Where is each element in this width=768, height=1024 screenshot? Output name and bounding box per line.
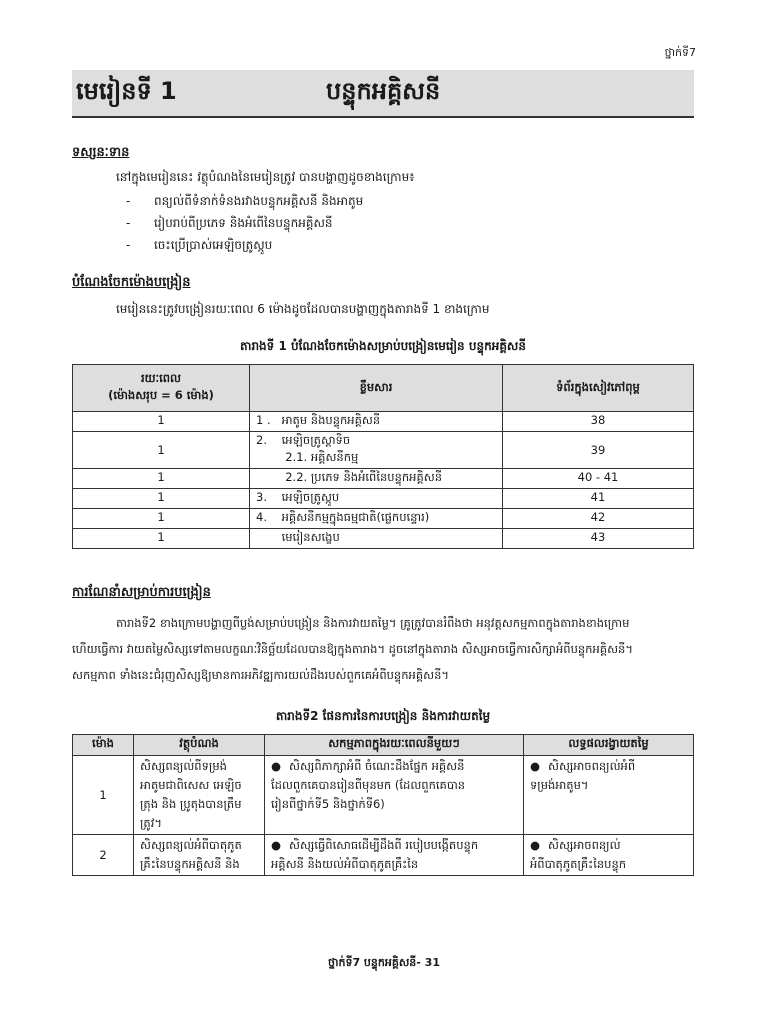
page-cell: 40 - 41: [503, 469, 694, 489]
page-cell: 38: [503, 412, 694, 432]
bullet-icon: ●: [530, 759, 541, 773]
lesson-title: បន្ទុកអគ្គិសនី: [326, 76, 441, 105]
table-row: [73, 509, 694, 529]
table2-caption: តារាងទី2 ផែនការនៃការបង្រៀន និងការវាយតម្លៃ: [275, 709, 491, 723]
objective-cell: សិស្សពន្យល់អំពីបាតុភូត គ្រឹះនៃបន្ទុកអគ្គិសនី និង: [134, 835, 265, 876]
column-header: លទ្ធផលរង្វាយតម្លៃ: [524, 735, 694, 756]
hours-cell: 1: [73, 529, 250, 549]
page-footer: ថ្នាក់ទី7 បន្ទុកអគ្គិសនី- 31: [328, 956, 440, 969]
content-cell: 2. អេឡិចត្រូស្តាទិច 2.1. អគ្គិសនីកម្ម: [250, 432, 503, 469]
objective-item: - ពន្យល់ពីទំនាក់ទំនងរវាងបន្ទុកអគ្គិសនី និងអាតូម: [126, 194, 364, 208]
time-intro: មេរៀននេះត្រូវបង្រៀនរយៈពេល 6 ម៉ោងដូចដែលបានបង្ហាញក្នុងតារាងទី 1 ខាងក្រោម: [116, 302, 490, 316]
hours-cell: 1: [73, 412, 250, 432]
hours-cell: 1: [73, 432, 250, 469]
table1-caption: តារាងទី 1 បំណែងចែកម៉ោងសម្រាប់បង្រៀនមេរៀន បន្ទុកអគ្គិសនី: [240, 339, 526, 353]
time-allocation-table: [72, 364, 694, 549]
grade-label: ថ្នាក់ទី7: [664, 46, 696, 59]
content-cell: 2.2. ប្រភេទ និងអំពើនៃបន្ទុកអគ្គិសនី: [250, 469, 503, 489]
table-row: [73, 432, 694, 469]
column-header: រយៈពេល (ម៉ោងសរុប = 6 ម៉ោង): [73, 365, 250, 412]
bullet-icon: ●: [271, 838, 282, 852]
assessment-cell: ● សិស្សអាចពន្យល់អំពី ទម្រង់អាតូម។: [524, 756, 694, 835]
column-header: ខ្លឹមសារ: [250, 365, 503, 412]
activity-cell: ● សិស្សធ្វើពិសោធដើម្បីដឹងពី របៀបបង្កើតបន្ទុក អគ្គិសនី និងយល់អំពីបាតុភូតគ្រឹះនៃ: [265, 835, 524, 876]
assessment-cell: ● សិស្សអាចពន្យល់ អំពីបាតុភូតគ្រឹះនៃបន្ទុក: [524, 835, 694, 876]
column-header: វត្ថុបំណង: [134, 735, 265, 756]
lesson-number: មេរៀនទី 1: [76, 76, 177, 105]
hour-cell: 2: [73, 835, 134, 876]
guidance-heading: ការណែនាំសម្រាប់ការបង្រៀន: [72, 585, 211, 600]
table-row: [73, 756, 694, 835]
objectives-intro: នៅក្នុងមេរៀននេះ វត្ថុបំណងនៃមេរៀនត្រូវ បានបង្ហាញដូចខាងក្រោម៖: [116, 170, 415, 184]
teaching-plan-table: [72, 734, 694, 876]
content-cell: 1 . អាតូម និងបន្ទុកអគ្គិសនី: [250, 412, 503, 432]
table-row: [73, 469, 694, 489]
table-header-row: [73, 735, 694, 756]
hour-cell: 1: [73, 756, 134, 835]
column-header: ទំព័រក្នុងសៀវភៅពុម្ព: [503, 365, 694, 412]
objectives-heading: ទស្សនៈទាន: [72, 145, 130, 160]
table-row: [73, 835, 694, 876]
time-heading: បំណែងចែកម៉ោងបង្រៀន: [72, 275, 191, 290]
content-cell: មេរៀនសង្ខេប: [250, 529, 503, 549]
table-row: [73, 489, 694, 509]
hours-cell: 1: [73, 509, 250, 529]
page-cell: 43: [503, 529, 694, 549]
bullet-icon: ●: [530, 838, 541, 852]
hours-cell: 1: [73, 469, 250, 489]
column-header: ម៉ោង: [73, 735, 134, 756]
bullet-icon: ●: [271, 759, 282, 773]
guidance-paragraph-line: តារាងទី2 ខាងក្រោមបង្ហាញពីប្លង់សម្រាប់បង្រៀន និងការវាយតម្លៃ។ គ្រូត្រូវបានរំពឹងថា អនុវត្តសកម្មភាពក្នុងតារាងខាងក្រោម: [116, 616, 630, 630]
objective-cell: សិស្សពន្យល់ពីទម្រង់ អាតូមជាពិសេស អេឡិច ត្រុង និង ប្រូតុងបានត្រឹម ត្រូវ។: [134, 756, 265, 835]
page-cell: 42: [503, 509, 694, 529]
column-header: សកម្មភាពក្នុងរយៈពេលនីមួយៗ: [265, 735, 524, 756]
objective-item: - ចេះប្រើប្រាស់អេឡិចត្រូស្កូប: [126, 238, 273, 252]
table-row: [73, 412, 694, 432]
activity-cell: ● សិស្សពិភាក្សាអំពី ចំណេះដឹងផ្នែក អគ្គិសនី ដែលពួកគេបានរៀនពីមុនមក (ដែលពួកគេបាន រៀនពីថ្នាក់ទី5 និងថ្នាក់ទី6): [265, 756, 524, 835]
table-row: [73, 529, 694, 549]
hours-cell: 1: [73, 489, 250, 509]
objective-item: - រៀបរាប់ពីប្រភេទ និងអំពើនៃបន្ទុកអគ្គិសនី: [126, 216, 333, 230]
page-cell: 39: [503, 432, 694, 469]
table-header-row: [73, 365, 694, 412]
page-cell: 41: [503, 489, 694, 509]
guidance-paragraph-line: ហើយធ្វើការ វាយតម្លៃសិស្សទៅតាមលក្ខណៈវិនិច្ឆ័យដែលបានឱ្យក្នុងតារាង។ ដូចនៅក្នុងតារាង សិស្សអាចធ្វើការសិក្សាអំពីបន្ទុកអគ្គិសនី។: [72, 642, 633, 656]
guidance-paragraph-line: សកម្មភាព ទាំងនេះជំរុញសិស្សឱ្យមានការអភិវឌ្ឍការយល់ដឹងរបស់ពួកគេអំពីបន្ទុកអគ្គិសនី។: [72, 668, 449, 682]
lesson-header: [72, 70, 694, 118]
content-cell: 3. អេឡិចត្រូស្កូប: [250, 489, 503, 509]
content-cell: 4. អគ្គិសនីកម្មក្នុងធម្មជាតិ(ផ្លេកបន្ទោរ): [250, 509, 503, 529]
